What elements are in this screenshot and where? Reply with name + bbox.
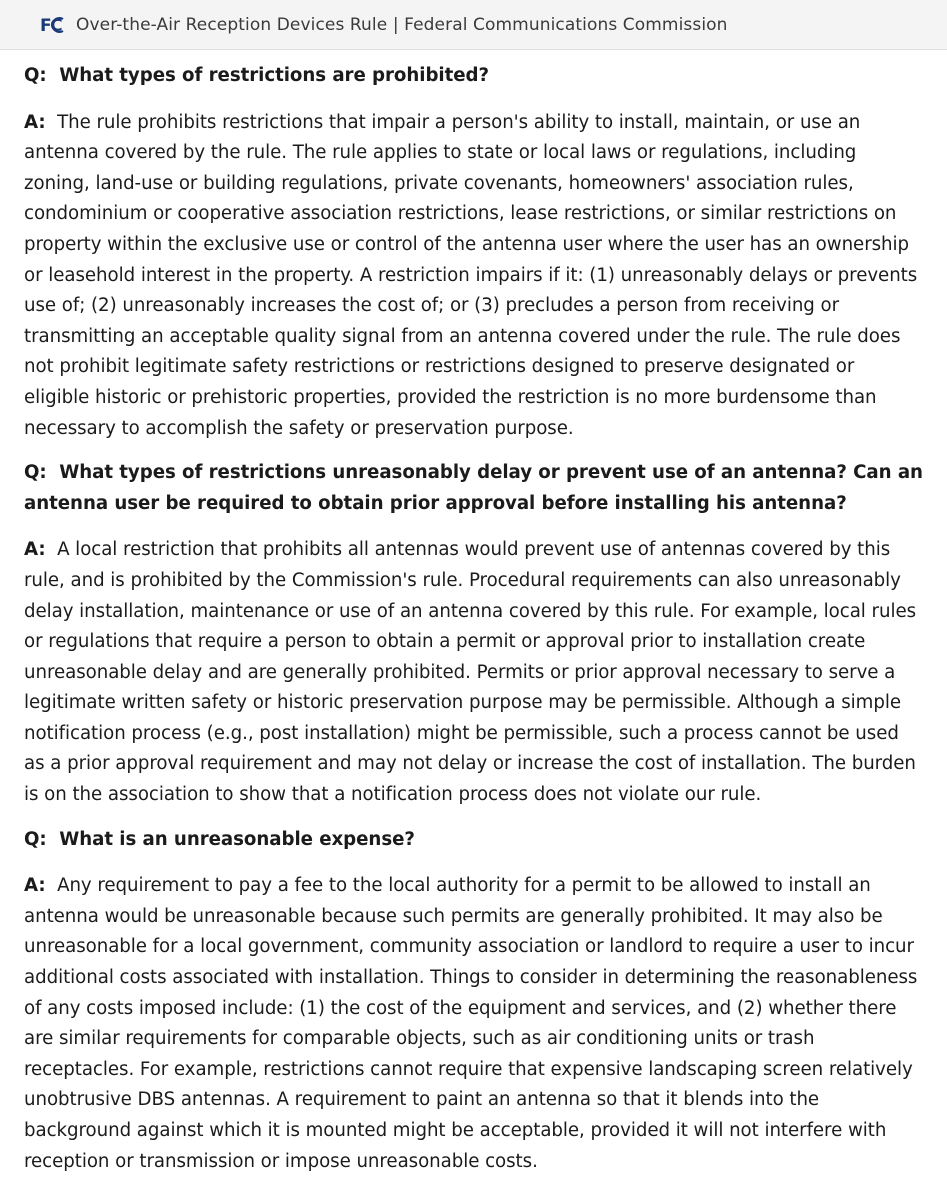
question-label: Q: bbox=[24, 462, 47, 484]
answer-2 bbox=[24, 535, 923, 810]
question-label: Q: bbox=[24, 828, 47, 850]
question-2-text: What types of restrictions unreasonably delay or prevent use of an antenna? Can an antenna user be required to obtain prior approval before installing his antenna? bbox=[24, 462, 923, 514]
question-3 bbox=[24, 825, 923, 856]
question-1-text: What types of restrictions are prohibited? bbox=[59, 65, 489, 86]
answer-1-text: The rule prohibits restrictions that impair a person's ability to install, maintain, or use an antenna covered by the rule. The rule applies to state or local laws or regulations, including zoning, land-use or building regulations, private covenants, homeowners' association rules, condominium or cooperative association restrictions, lease restrictions, or similar restrictions on property within the exclusive use or control of the antenna user where the user has an ownership or leasehold interest in the property. A restriction impairs if it: (1) unreasonably delays or prevents use of; (2) unreasonably increases the cost of; or (3) precludes a person from receiving or transmitting an acceptable quality signal from an antenna covered under the rule. The rule does not prohibit legitimate safety restrictions or restrictions designed to preserve designated or eligible historic or prehistoric properties, provided the restriction is no more burdensome than necessary to accomplish the safety or preservation purpose. bbox=[24, 111, 918, 439]
question-2 bbox=[24, 458, 923, 519]
page-titlebar bbox=[0, 0, 947, 50]
answer-label: A: bbox=[24, 875, 46, 897]
answer-3-text: Any requirement to pay a fee to the local authority for a permit to be allowed to install an antenna would be unreasonable because such permits are generally prohibited. It may also be unreasonable for a local government, community association or landlord to require a user to incur additional costs associated with installation. Things to consider in determining the reasonableness of any costs imposed include: (1) the cost of the equipment and services, and (2) whether there are similar requirements for comparable objects, such as air conditioning units or trash receptacles. For example, restrictions cannot require that expensive landscaping screen relatively unobtrusive DBS antennas. A requirement to paint an antenna so that it blends into the background against which it is mounted might be acceptable, provided it will not interfere with reception or transmission or impose unreasonable costs. bbox=[24, 875, 918, 1172]
qa-item-3 bbox=[24, 825, 923, 1178]
fcc-logo-text: FC bbox=[40, 15, 62, 35]
answer-1 bbox=[24, 108, 923, 445]
answer-3 bbox=[24, 871, 923, 1177]
page-title: Over-the-Air Reception Devices Rule | Federal Communications Commission bbox=[76, 14, 728, 35]
question-label: Q: bbox=[24, 65, 47, 86]
qa-item-1 bbox=[24, 61, 923, 444]
answer-2-text: A local restriction that prohibits all antennas would prevent use of antennas covered by this rule, and is prohibited by the Commission's rule. Procedural requirements can also unreasonably delay installation, maintenance or use of an antenna covered by this rule. For example, local rules or regulations that require a person to obtain a permit or approval prior to installation create unreasonable delay and are generally prohibited. Permits or prior approval necessary to serve a legitimate written safety or historic preservation purpose may be permissible. Although a simple notification process (e.g., post installation) might be permissible, such a process cannot be used as a prior approval requirement and may not delay or increase the cost of installation. The burden is on the association to show that a notification process does not violate our rule. bbox=[24, 539, 917, 806]
qa-item-2 bbox=[24, 458, 923, 811]
question-3-text: What is an unreasonable expense? bbox=[59, 828, 415, 850]
faq-content bbox=[0, 50, 947, 1177]
fcc-logo-icon bbox=[40, 15, 68, 35]
question-1 bbox=[24, 61, 923, 92]
answer-label: A: bbox=[24, 111, 46, 133]
answer-label: A: bbox=[24, 539, 46, 561]
